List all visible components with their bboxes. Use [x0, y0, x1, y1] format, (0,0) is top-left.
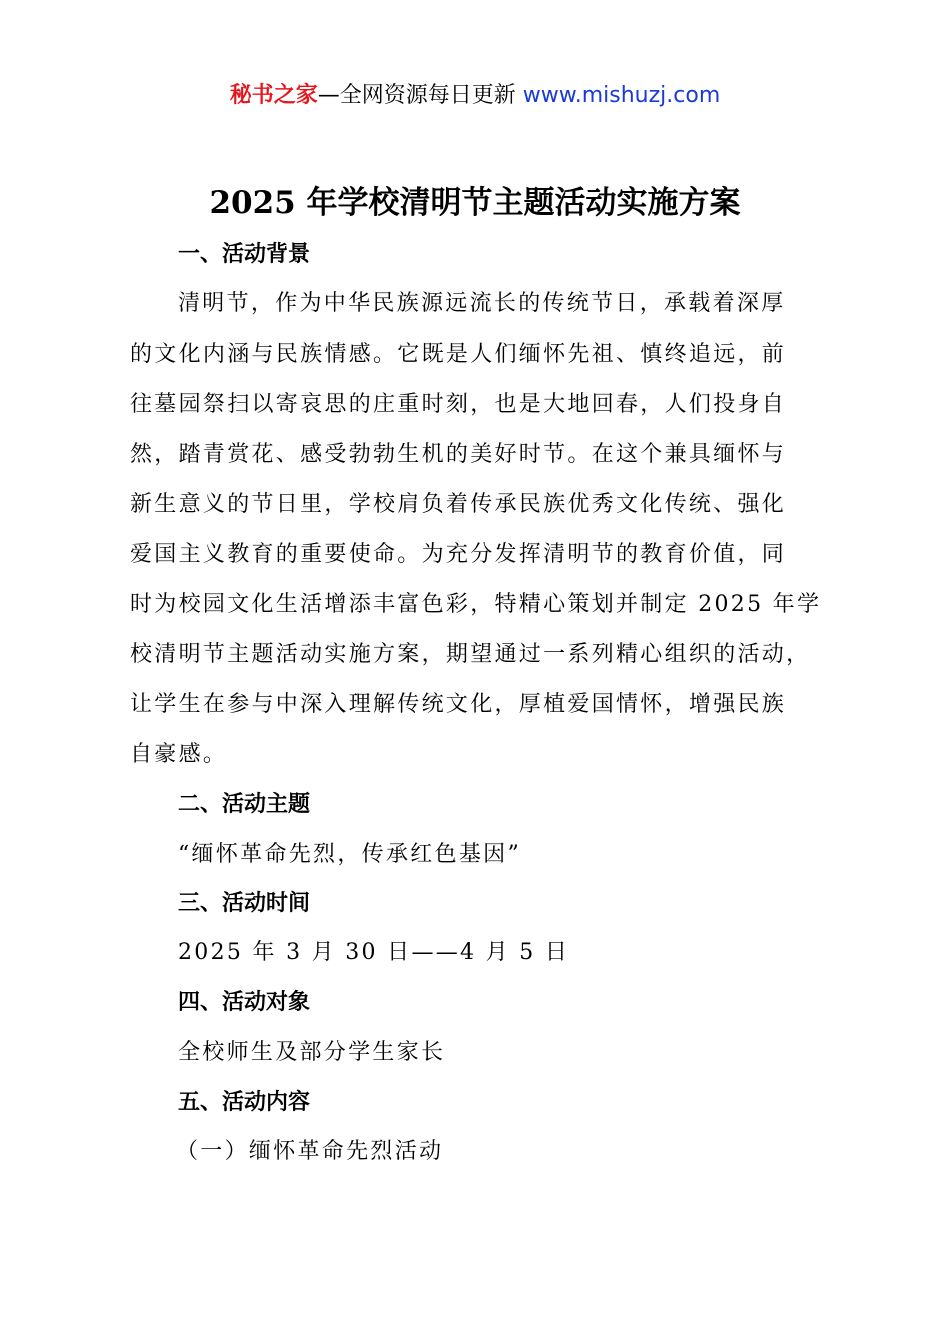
site-url-link[interactable]: www.mishuzj.com: [522, 83, 721, 108]
paragraph-line: 往墓园祭扫以寄哀思的庄重时刻，也是大地回春，人们投身自: [130, 392, 787, 417]
section-heading-background: 一、活动背景: [178, 242, 311, 267]
paragraph-line: 自豪感。: [130, 742, 228, 767]
paragraph-line: 校清明节主题活动实施方案，期望通过一系列精心组织的活动，: [130, 642, 811, 667]
site-tagline: —全网资源每日更新: [317, 83, 516, 108]
site-header: [0, 82, 950, 110]
paragraph-line: 让学生在参与中深入理解传统文化，厚植爱国情怀，增强民族: [130, 692, 787, 717]
time-text: 2025 年 3 月 30 日——4 月 5 日: [178, 940, 570, 965]
audience-text: 全校师生及部分学生家长: [178, 1040, 446, 1065]
paragraph-line: 的文化内涵与民族情感。它既是人们缅怀先祖、慎终追远，前: [130, 342, 787, 367]
paragraph-line: 然，踏青赏花、感受勃勃生机的美好时节。在这个兼具缅怀与: [130, 442, 787, 467]
theme-text: “缅怀革命先烈，传承红色基因”: [178, 842, 521, 867]
paragraph-line: 清明节，作为中华民族源远流长的传统节日，承载着深厚: [178, 291, 786, 316]
paragraph-line: 时为校园文化生活增添丰富色彩，特精心策划并制定 2025 年学: [130, 592, 822, 617]
subsection-heading: （一）缅怀革命先烈活动: [176, 1139, 444, 1164]
paragraph-line: 新生意义的节日里，学校肩负着传承民族优秀文化传统、强化: [130, 492, 787, 517]
document-title: 2025 年学校清明节主题活动实施方案: [209, 185, 741, 221]
section-heading-content: 五、活动内容: [178, 1090, 311, 1115]
site-brand: 秘书之家: [229, 83, 318, 108]
section-heading-audience: 四、活动对象: [178, 990, 311, 1015]
section-heading-time: 三、活动时间: [178, 891, 311, 916]
section-heading-theme: 二、活动主题: [178, 792, 311, 817]
paragraph-line: 爱国主义教育的重要使命。为充分发挥清明节的教育价值，同: [130, 542, 787, 567]
